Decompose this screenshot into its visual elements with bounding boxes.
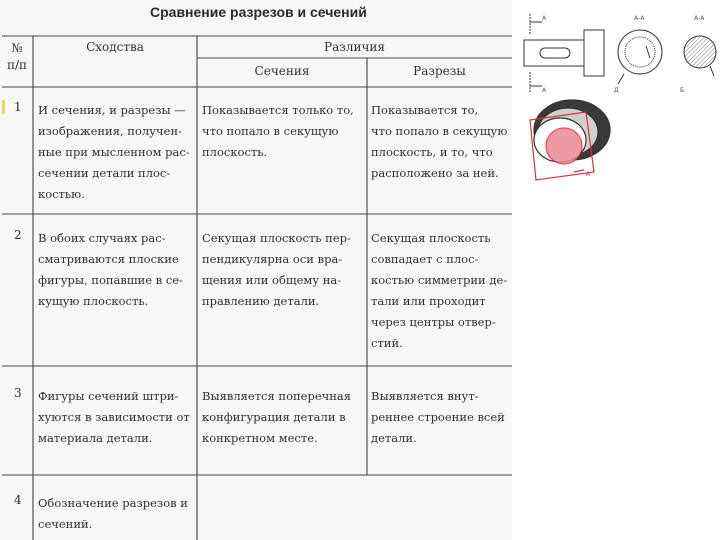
label-a-arrow: А — [586, 171, 591, 178]
label-section-aa-1: А-А — [634, 15, 645, 22]
label-d: Д — [614, 87, 619, 94]
technical-drawing — [512, 0, 720, 200]
header-sections: Сечения — [254, 64, 310, 78]
similarity-cell: Фигуры сечений штри- хуются в зависимости от материала детали. — [38, 389, 190, 445]
header-differences: Различия — [324, 40, 385, 54]
section-circle-2 — [684, 36, 716, 76]
header-num: № п/п — [6, 41, 28, 72]
header-similarities: Сходства — [86, 40, 144, 54]
row-number: 2 — [14, 228, 22, 242]
header-cuts: Разрезы — [413, 64, 466, 78]
label-e: Б — [680, 87, 685, 94]
row-number: 1 — [14, 100, 22, 114]
page-title: Сравнение разрезов и сечений — [150, 4, 367, 20]
cut-cell: Секущая плоскость совпадает с плос- костью симметрии де- тали или проходит через центры отвер- стий. — [371, 231, 508, 350]
section-cell: Секущая плоскость пер- пендикулярна оси вра- щения или общему на- правлению детали. — [202, 231, 351, 308]
label-section-aa-2: А-А — [694, 15, 705, 22]
label-a-bottom: А — [542, 87, 547, 94]
similarity-cell: В обоих случаях рас- сматриваются плоские фигуры, попавшие в се- кущую плоскость. — [38, 231, 183, 308]
section-cell: Показывается только то, что попало в секущую плоскость. — [202, 103, 354, 159]
similarity-cell: И сечения, и разрезы — изображения, получен- ные при мысленном рас- сечении детали плос- костью. — [38, 103, 190, 201]
row-number: 3 — [14, 386, 22, 400]
cut-cell: Выявляется внут- реннее строение всей детали. — [371, 389, 505, 445]
cut-cell: Показывается то, что попало в секущую плоскость, и то, что расположено за ней. — [371, 103, 508, 180]
shaft-view — [524, 14, 604, 92]
section-cell: Выявляется поперечная конфигурация детали в конкретном месте. — [202, 389, 352, 445]
similarity-cell: Обозначение разрезов и сечений. — [38, 496, 188, 531]
label-a-top: А — [542, 15, 547, 22]
row-number: 4 — [14, 493, 22, 507]
section-circle-1 — [618, 30, 662, 84]
